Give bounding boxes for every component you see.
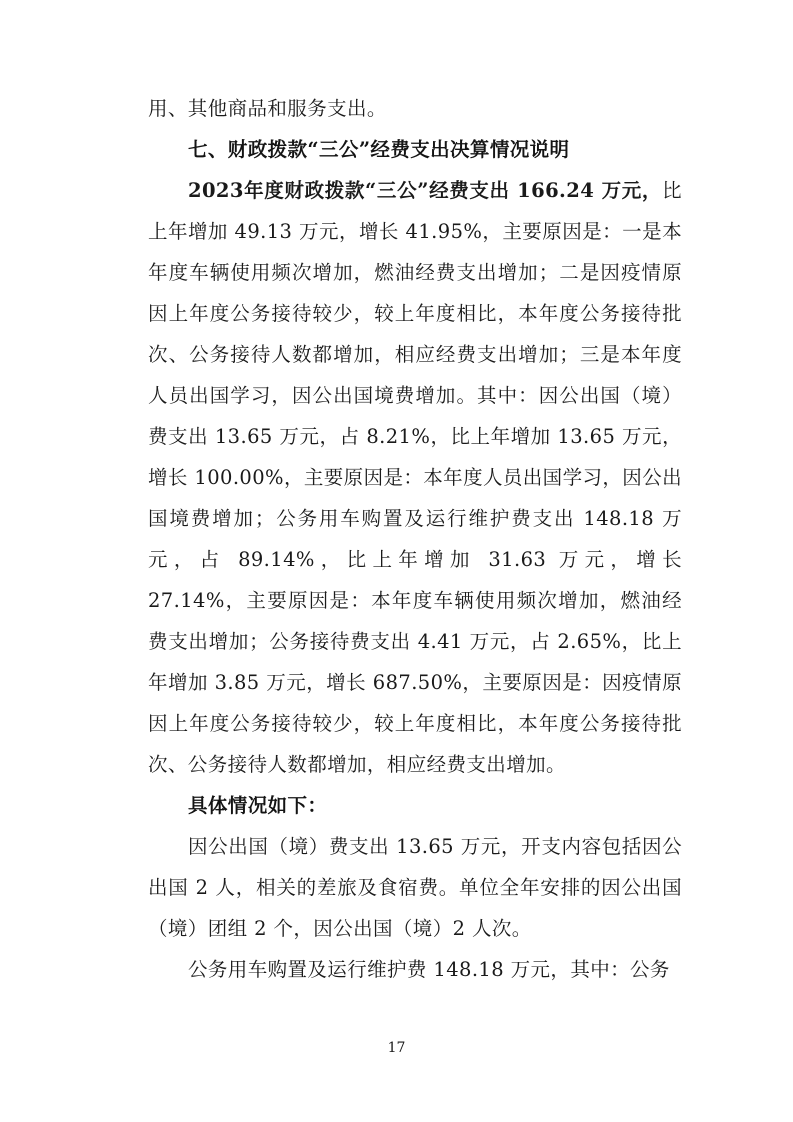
sub-heading: 具体情况如下： (188, 794, 328, 817)
page-content (148, 88, 682, 990)
page-number: 17 (387, 1040, 406, 1056)
paragraph-body-text: 比上年增加 49.13 万元，增长 41.95%，主要原因是：一是本年度车辆使用频次增加，燃油经费支出增加；二是因疫情原因上年度公务接待较少，较上年度相比，本年度公务接待批次、公务接待人数都增加，相应经费支出增加；三是本年度人员出国学习，因公出国境费增加。其中：因公出国（境）费支出 13.65 万元，占 8.21%，比上年增加 13.65 万元，增长 100.00%，主要原因是：本年度人员出国学习，因公出国境费增加；公务用车购置及运行维护费支出 148.18 万元，占 89.14%，比上年增加 31.63 万元，增长 27.14%，主要原因是：本年度车辆使用频次增加，燃油经费支出增加；公务接待费支出 4.41 万元，占 2.65%，比上年增加 3.85 万元，增长 687.50%，主要原因是：因疫情原因上年度公务接待较少，较上年度相比，本年度公务接待批次、公务接待人数都增加，相应经费支出增加。 (148, 179, 682, 776)
body-paragraph-2: 因公出国（境）费支出 13.65 万元，开支内容包括因公出国 2 人，相关的差旅及食宿费。单位全年安排的因公出国（境）团组 2 个，因公出国（境）2 人次。 (148, 835, 682, 940)
paragraph-bold-lead: 2023年度财政拨款“三公”经费支出 166.24 万元， (188, 179, 663, 202)
body-paragraph-1 (148, 170, 682, 785)
continued-paragraph: 用、其他商品和服务支出。 (148, 97, 387, 120)
section-heading: 七、财政拨款“三公”经费支出决算情况说明 (188, 138, 570, 161)
body-paragraph-3: 公务用车购置及运行维护费 148.18 万元，其中：公务 (188, 958, 670, 981)
